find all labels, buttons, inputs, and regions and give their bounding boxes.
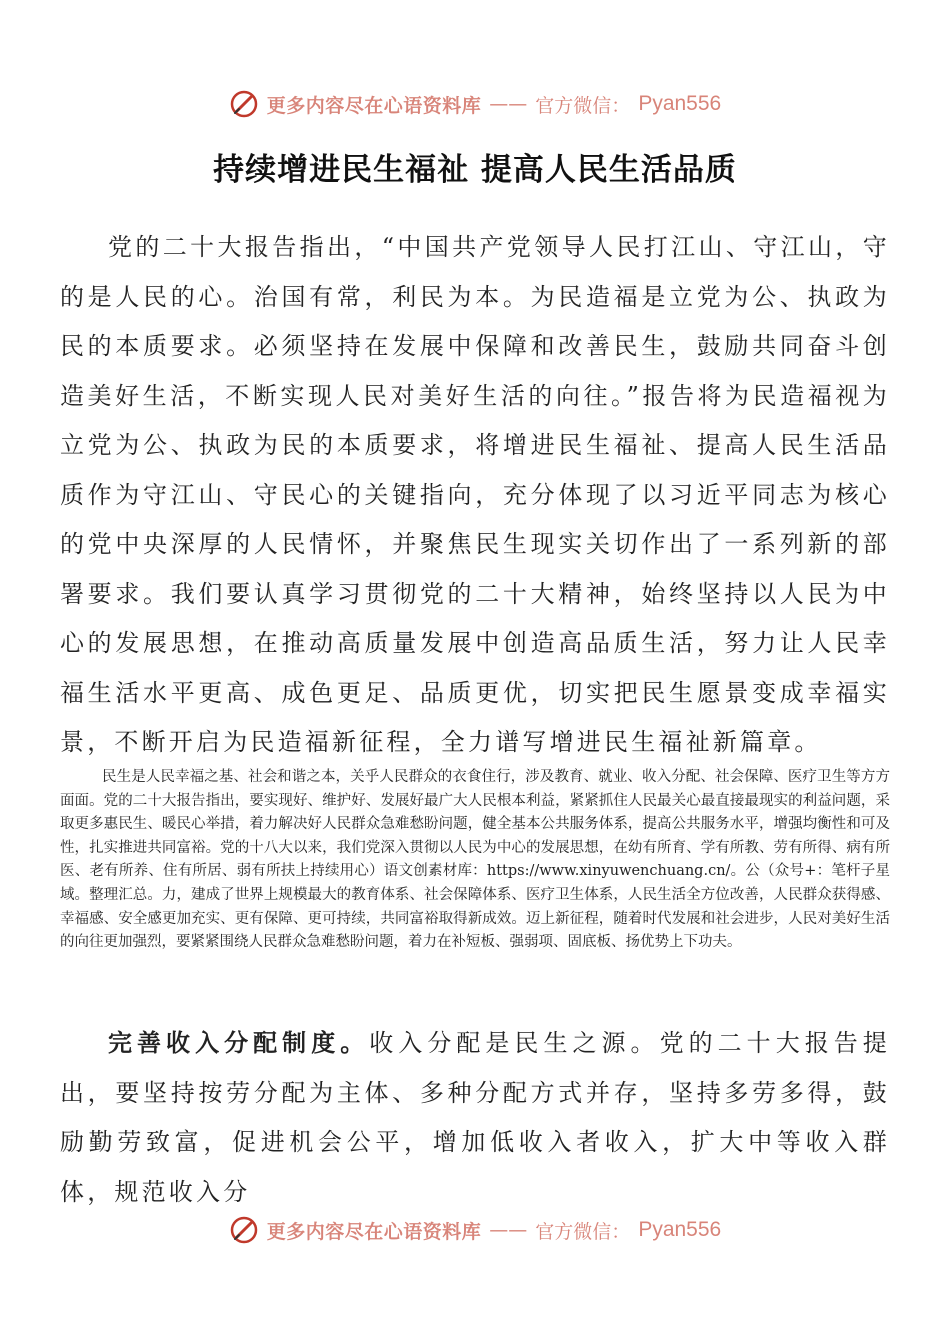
footer-contact-label: 官方微信：: [535, 1220, 631, 1243]
paragraph-intro: 党的二十大报告指出，“中国共产党领导人民打江山、守江山，守的是人民的心。治国有常，利民为本。为民造福是立党为公、执政为民的本质要求。必须坚持在发展中保障和改善民生，鼓励共同奋斗创造美好生活，不断实现人民对美好生活的向往。”报告将为民造福视为立党为公、执政为民的本质要求，将增进民生福祉、提高人民生活品质作为守江山、守民心的关键指向，充分体现了以习近平同志为核心的党中央深厚的人民情怀，并聚焦民生现实关切作出了一系列新的部署要求。我们要认真学习贯彻党的二十大精神，始终坚持以人民为中心的发展思想，在推动高质量发展中创造高品质生活，努力让人民幸福生活水平更高、成色更足、品质更优，切实把民生愿景变成幸福实景，不断开启为民造福新征程，全力谱写增进民生福祉新篇章。: [60, 233, 890, 756]
header-contact-label: 官方微信：: [535, 94, 631, 117]
header-separator: ——: [489, 93, 528, 115]
paragraph-small-print: 民生是人民幸福之基、社会和谐之本，关乎人民群众的衣食住行，涉及教育、就业、收入分配、社会保障、医疗卫生等方方面面。党的二十大报告指出，要实现好、维护好、发展好最广大人民根本利益，紧紧抓住人民最关心最直接最现实的利益问题，采取更多惠民生、暖民心举措，着力解决好人民群众急难愁盼问题，健全基本公共服务体系，提高公共服务水平，增强均衡性和可及性，扎实推进共同富裕。党的十八大以来，我们党深入贯彻以人民为中心的发展思想，在幼有所育、学有所教、劳有所得、病有所医、老有所养、住有所居、弱有所扶上持续用心）语文创素材库：https://www.xinyuwenchuang.cn/。公（众号+：笔杆子星域。整理汇总。力，建成了世界上规模最大的教育体系、社会保障体系、医疗卫生体系，人民生活全方位改善，人民群众获得感、幸福感、安全感更加充实、更有保障、更可持续，共同富裕取得新成效。迈上新征程，随着时代发展和社会进步，人民对美好生活的向往更加强烈，要紧紧围绕人民群众急难愁盼问题，着力在补短板、强弱项、固底板、扬优势上下功夫。: [60, 769, 890, 951]
paragraph-lead-heading: 完善收入分配制度。: [108, 1029, 370, 1057]
paragraph-income-distribution: [60, 1019, 890, 1217]
page-footer-banner: [0, 1212, 950, 1248]
header-banner-text: 更多内容尽在心语资料库: [266, 94, 482, 117]
document-title: 持续增进民生福祉 提高人民生活品质: [213, 152, 737, 188]
header-contact-id: Pyan556: [638, 92, 722, 115]
paragraph-body-text: 收入分配是民生之源。党的二十大报告提出，要坚持按劳分配为主体、多种分配方式并存，坚持多劳多得，鼓励勤劳致富，促进机会公平，增加低收入者收入，扩大中等收入群体，规范收入分: [60, 1029, 890, 1206]
pen-logo-icon: [229, 1215, 259, 1245]
footer-contact-id: Pyan556: [638, 1218, 722, 1241]
footer-separator: ——: [489, 1219, 528, 1241]
footer-banner-text: 更多内容尽在心语资料库: [266, 1220, 482, 1243]
pen-logo-icon: [229, 89, 259, 119]
page-header-banner: [0, 86, 950, 122]
